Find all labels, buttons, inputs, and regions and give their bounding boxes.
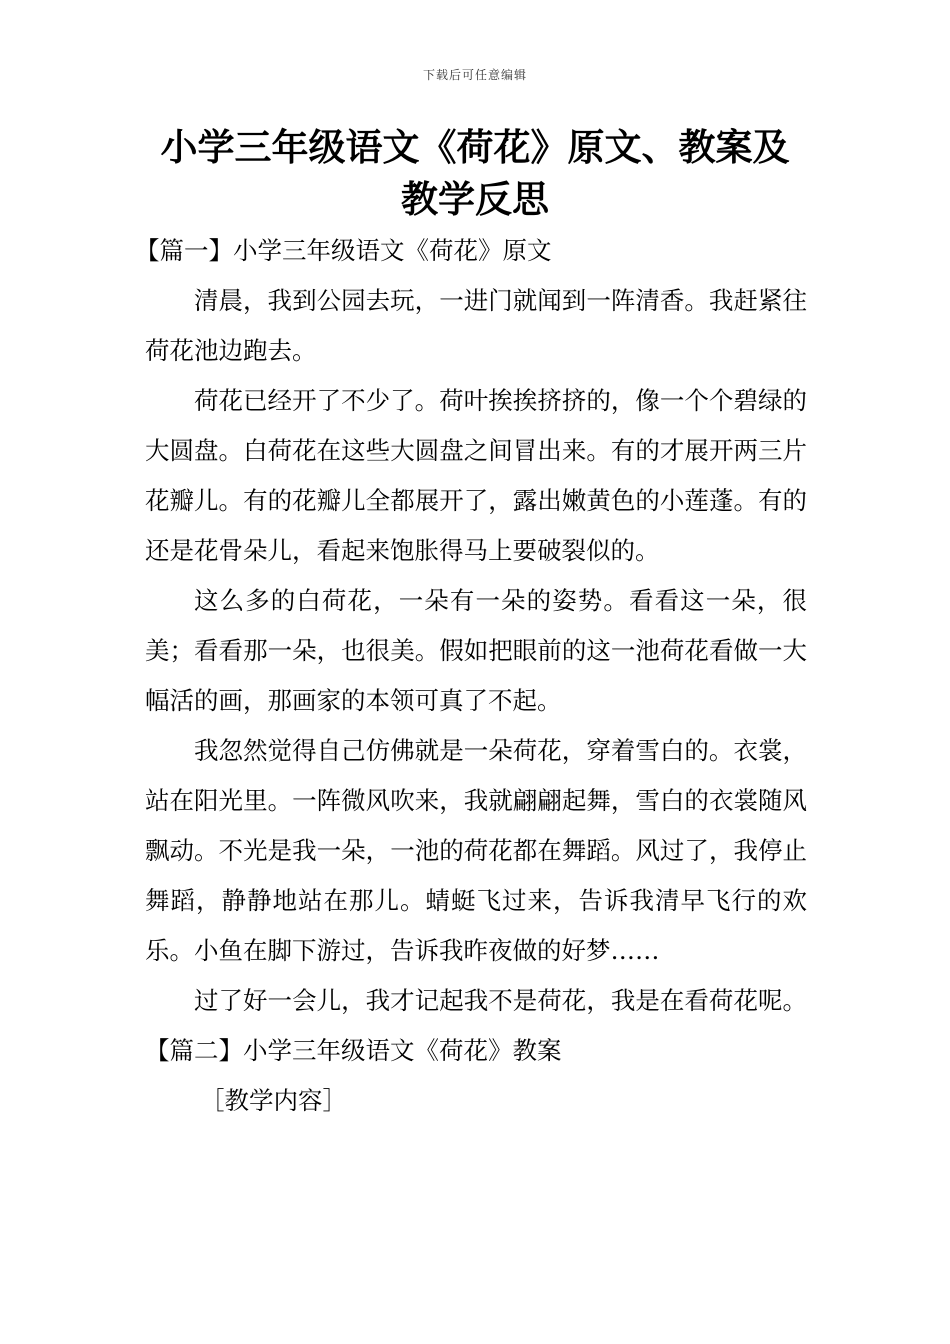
header-note: 下载后可任意编辑 [422, 68, 527, 82]
document-title: 小学三年级语文《荷花》原文、教案及教学反思 [160, 126, 790, 221]
section-heading-2: 【篇二】小学三年级语文《荷花》教案 [145, 1036, 562, 1065]
paragraph: 我忽然觉得自己仿佛就是一朵荷花，穿着雪白的。衣裳，站在阳光里。一阵微风吹来，我就翩翩起舞，雪白的衣裳随风飘动。不光是我一朵，一池的荷花都在舞蹈。风过了，我停止舞蹈，静静地站在那儿。蜻蜓飞过来，告诉我清早飞行的欢乐。小鱼在脚下游过，告诉我昨夜做的好梦…… [145, 736, 807, 965]
paragraph: 荷花已经开了不少了。荷叶挨挨挤挤的，像一个个碧绿的大圆盘。白荷花在这些大圆盘之间冒出来。有的才展开两三片花瓣儿。有的花瓣儿全都展开了，露出嫩黄色的小莲蓬。有的还是花骨朵儿，看起来饱胀得马上要破裂似的。 [145, 386, 807, 565]
teaching-content-label: ［教学内容］ [200, 1086, 347, 1115]
paragraph-with-heading [145, 976, 807, 1076]
paragraph: 清晨，我到公园去玩，一进门就闻到一阵清香。我赶紧往荷花池边跑去。 [145, 286, 807, 365]
section-heading-1: 【篇一】小学三年级语文《荷花》原文 [135, 236, 552, 265]
paragraph: 这么多的白荷花，一朵有一朵的姿势。看看这一朵，很美；看看那一朵，也很美。假如把眼前的这一池荷花看做一大幅活的画，那画家的本领可真了不起。 [145, 586, 807, 715]
document-body [135, 226, 807, 1126]
paragraph: 过了好一会儿，我才记起我不是荷花，我是在看荷花呢。 [194, 986, 807, 1015]
